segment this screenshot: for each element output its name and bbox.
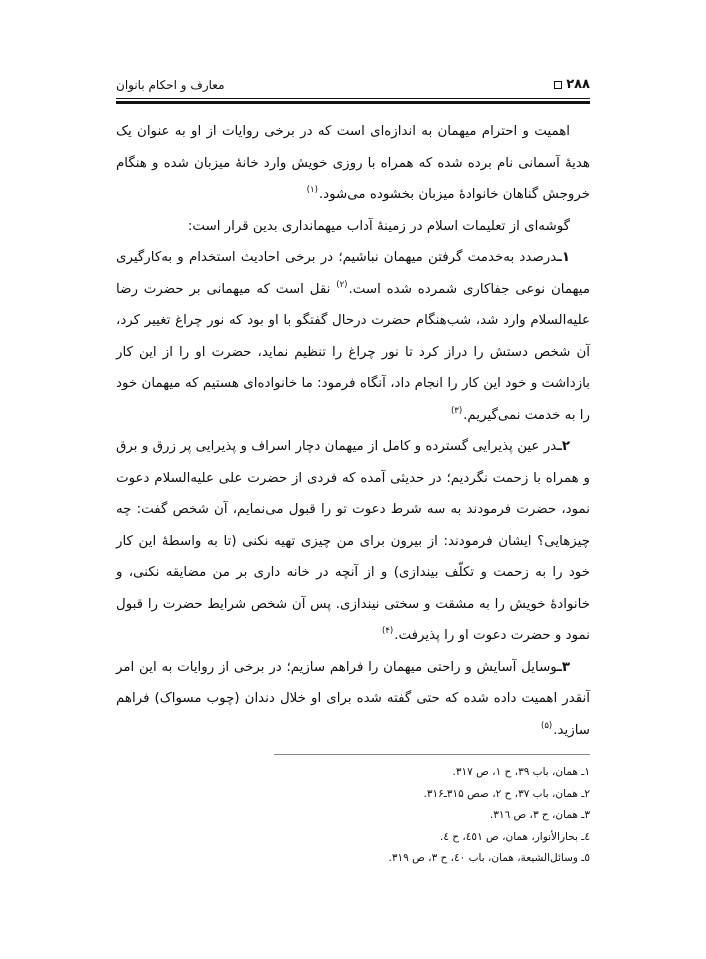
running-head xyxy=(116,76,590,94)
paragraph-text: درصدد به‌خدمت گرفتن میهمان نباشیم؛ در برخی احادیث استخدام و به‌کارگیری میهمان نوعی جفاکاری شمرده شده است. xyxy=(116,250,591,297)
footnote-item: ۳ـ همان، ح ۳، ص ۳۱٦. xyxy=(489,809,590,821)
footnote-item: ۲ـ همان، باب ۳۷، ح ۲، صص ۳۱۵ـ۳۱۶. xyxy=(423,787,590,800)
footnote-ref[interactable]: (۴) xyxy=(381,626,394,636)
page xyxy=(116,76,590,746)
square-outline-icon xyxy=(554,81,562,89)
footnote-item: ٥ـ وسائل‌الشیعة، همان، باب ٤٠، ح ۳، ص ۳۱۹. xyxy=(388,852,590,864)
paragraph-lead-in xyxy=(116,211,590,243)
item-number: ۱ـ xyxy=(557,250,570,265)
footnotes xyxy=(274,762,590,870)
page-number: ۲۸۸ xyxy=(566,77,590,92)
body-text xyxy=(116,116,590,746)
item-number: ۲ـ xyxy=(557,439,570,454)
header-rule-thick xyxy=(116,101,590,104)
footnote-separator xyxy=(274,754,590,755)
paragraph-text: اهمیت و احترام میهمان به اندازه‌ای است که در برخی روایات از او به عنوان یک هدیهٔ آسمانی نام برده شده که همراه با روزی خویش وارد خانهٔ میزبان شده و هنگام خروجش گناهان خانوادهٔ میزبان بخشوده می‌شود. xyxy=(116,124,590,202)
book-title: معارف و احکام بانوان xyxy=(116,78,225,92)
footnote-ref[interactable]: (۱) xyxy=(306,185,318,195)
footnote-ref[interactable]: (۳) xyxy=(450,405,463,416)
item-number: ۳ـ xyxy=(557,659,570,675)
footnote-ref[interactable]: (۲) xyxy=(336,279,348,290)
footnote-ref[interactable]: (۵) xyxy=(540,720,553,731)
paragraph-item-2 xyxy=(116,431,590,652)
paragraph-text: وسایل آسایش و راحتی میهمان را فراهم سازیم؛ در برخی از روایات به این امر آنقدر اهمیت داده شده که حتی گفته شده برای او خلال دندان (چوب مسواک) فراهم سازید. xyxy=(116,659,590,738)
header-rule-thin xyxy=(116,98,590,99)
footnote-item: ۱ـ همان، باب ۳۹، ح ۱، ص ۳۱۷. xyxy=(452,766,590,778)
paragraph-item-1 xyxy=(116,242,590,431)
paragraph-text: در عین پذیرایی گسترده و کامل از میهمان دچار اسراف و پذیرایی پر زرق و برق و همراه با زحمت نگردیم؛ در حدیثی آمده که فردی از حضرت علی علیه‌السلام دعوت نمود، حضرت فرمودند به سه شرط دعوت تو را قبول می‌نمایم، آن شخص گفت: چه چیزهایی؟ ایشان فرمودند: از بیرون برای من چیزی تهیه نکنی (تا به واسطهٔ این کار خود را به زحمت و تکلّف بیندازی) و از آنچه در خانه داری بر من مضایقه نکنی، و خانوادهٔ خویش را به مشقت و سختی نیندازی. پس آن شخص شرایط حضرت را قبول نمود و حضرت دعوت او را پذیرفت. xyxy=(116,439,590,643)
page-number-group xyxy=(552,76,590,94)
footnote-item: ٤ـ بحارالأنوار، همان، ص ٤٥١، ح ٤. xyxy=(439,830,590,843)
paragraph-item-3 xyxy=(116,652,590,747)
paragraph-text: گوشه‌ای از تعلیمات اسلام در زمینهٔ آداب میهمانداری بدین قرار است: xyxy=(187,218,570,234)
paragraph-intro xyxy=(116,116,590,211)
paragraph-text: نقل است که میهمانی بر حضرت رضا علیه‌السلام وارد شد، شب‌هنگام حضرت درحال گفتگو با او بود که نور چراغ تغییر کرد، آن شخص دستش را دراز کرد تا نور چراغ را تنظیم نماید، حضرت او را از این کار بازداشت و خود این کار را انجام داد، آنگاه فرمود: ما خانواده‌ای هستیم که میهمان خود را به خدمت نمی‌گیریم. xyxy=(116,281,590,423)
